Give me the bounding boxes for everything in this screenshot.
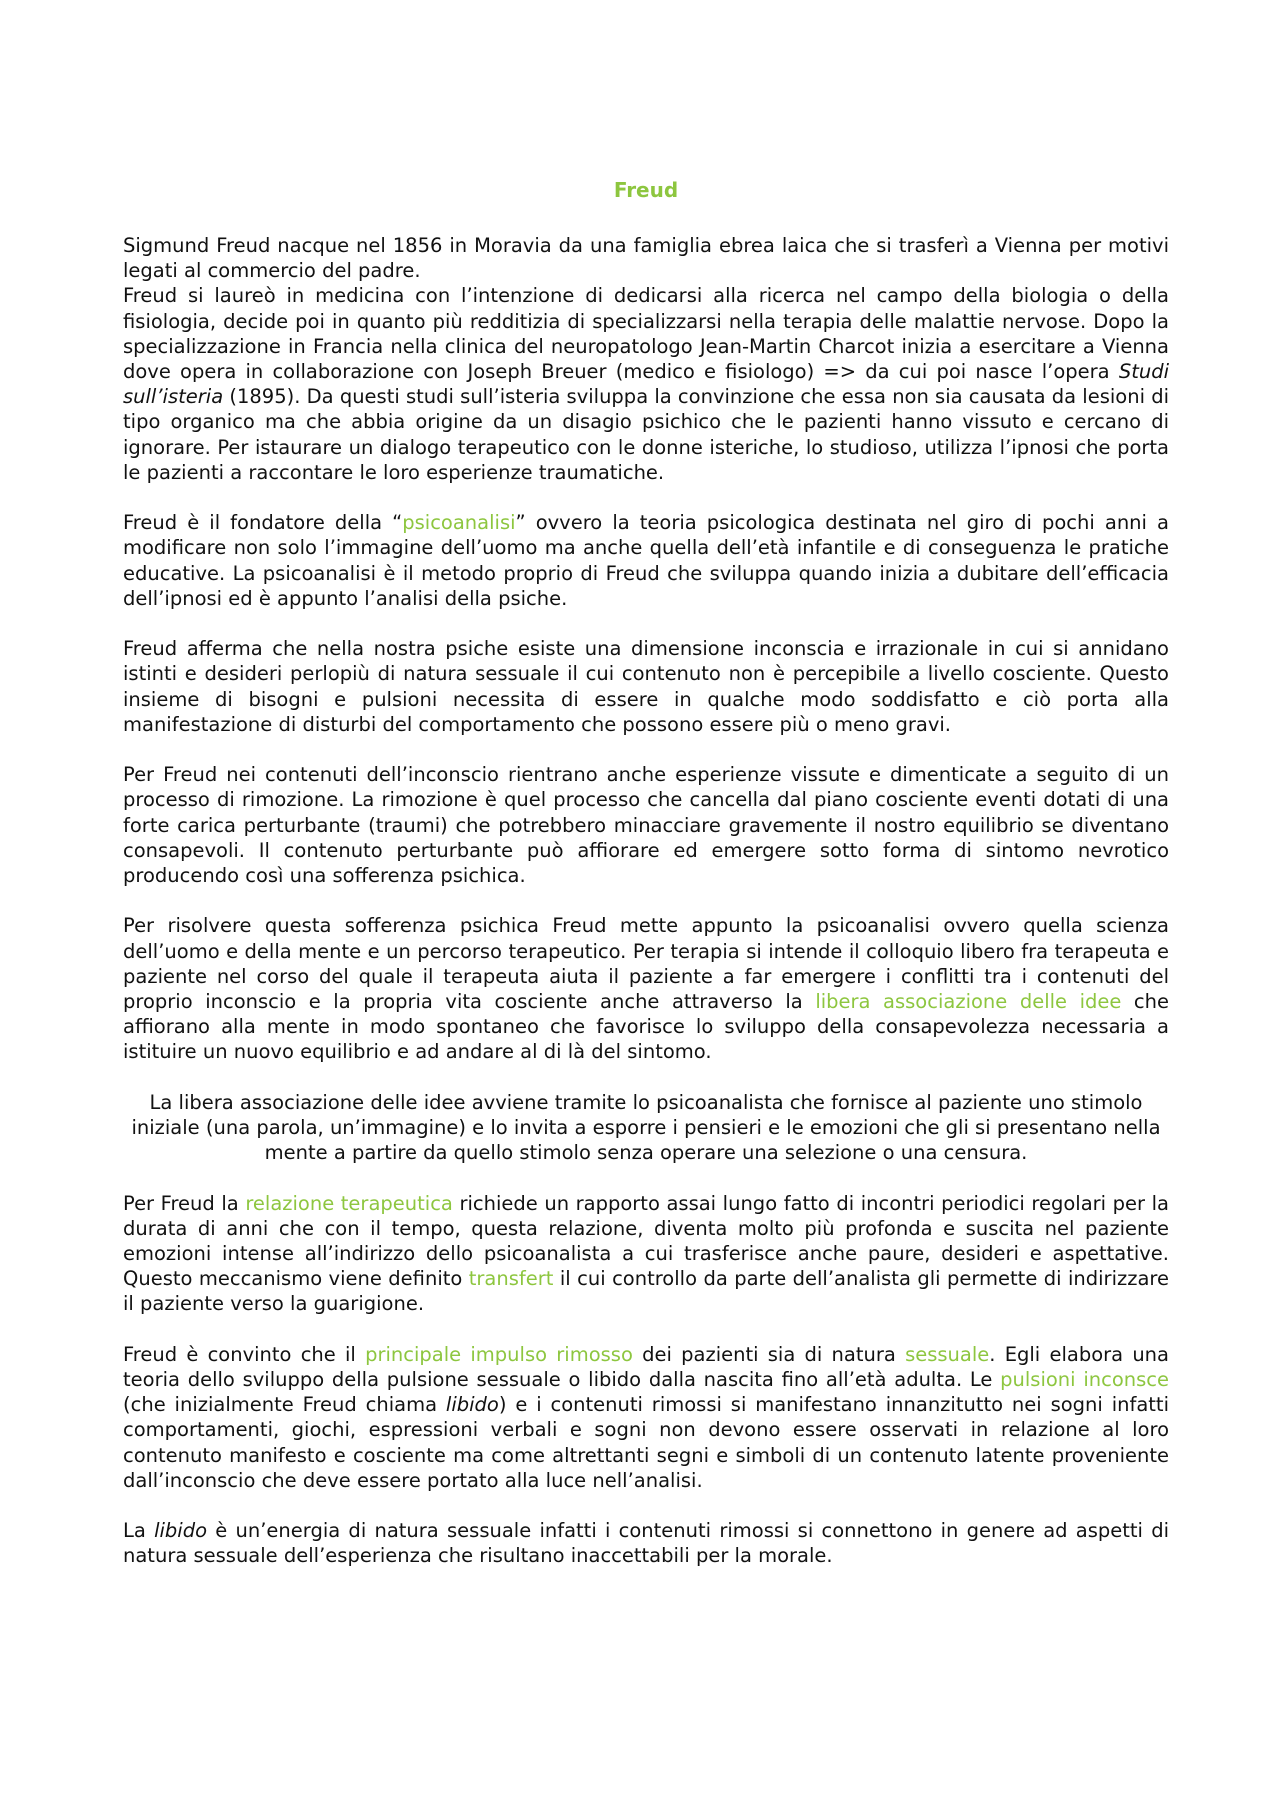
paragraph-text: dei pazienti sia di natura xyxy=(632,1342,906,1366)
paragraph-text: Per Freud nei contenuti dell’inconscio rientrano anche esperienze vissute e dimenticate a seguito di un processo di rimozione. La rimozione è quel processo che cancella dal piano cosciente eventi dotati di una forte carica perturbante (traumi) che potrebbero minacciare gravemente il nostro equilibrio se diventano consapevoli. Il contenuto perturbante può affiorare ed emergere sotto forma di sintomo nevrotico producendo così una sofferenza psichica. xyxy=(123,763,1169,888)
paragraph-impulse xyxy=(123,1342,1169,1493)
paragraph-education xyxy=(123,283,1169,485)
paragraph-text: richiede un rapporto assai lungo fatto di incontri periodici regolari per la durata di anni che con il tempo, questa relazione, diventa molto più profonda e suscita nel paziente emozioni intense all’indirizzo dello psicoanalista a cui trasferisce anche paure, desideri e aspettative. Questo meccanismo viene definito xyxy=(123,1191,1170,1291)
paragraph-text: Per risolvere questa sofferenza psichica Freud mette appunto la psicoanalisi ovvero quella scienza dell’uomo e della mente e un percorso terapeutico. Per terapia si intende il colloquio libero fra terapeuta e paziente nel corso del quale il terapeuta aiuta il paziente a far emergere i conflitti tra i contenuti del proprio inconscio e la propria vita cosciente anche attraverso la xyxy=(123,914,1169,1014)
paragraph-intro xyxy=(123,233,1169,283)
paragraph-text: Freud afferma che nella nostra psiche esiste una dimensione inconscia e irrazionale in cui si annidano istinti e desideri perlopiù di natura sessuale il cui contenuto non è percepibile a livello cosciente. Questo insieme di bisogni e pulsioni necessita di essere in qualche modo soddisfatto e ciò porta alla manifestazione di disturbi del comportamento che possono essere più o meno gravi. xyxy=(123,637,1169,736)
paragraph-libido xyxy=(123,1518,1169,1568)
highlight-term: transfert xyxy=(468,1267,554,1291)
paragraph-therapy xyxy=(123,913,1169,1064)
paragraph-text: La xyxy=(123,1519,155,1543)
paragraph-text: Freud è il fondatore della “ xyxy=(123,511,403,535)
paragraph-text: il cui controllo da parte dell’analista gli permette di indirizzare il paziente verso la guarigione. xyxy=(123,1267,1169,1316)
paragraph-text: . Egli elabora una teoria dello sviluppo della pulsione sessuale o libido dalla nascita fino all’età adulta. Le xyxy=(123,1342,1169,1392)
paragraph-unconscious xyxy=(123,636,1169,737)
paragraph-free-association xyxy=(123,1090,1169,1166)
paragraph-text: Sigmund Freud nacque nel 1856 in Moravia da una famiglia ebrea laica che si trasferì a Vienna per motivi legati al commercio del padre. xyxy=(123,234,1169,283)
paragraph-text: Freud è convinto che il xyxy=(123,1342,366,1366)
paragraph-text: La libera associazione delle idee avviene tramite lo psicoanalista che fornisce al paziente uno stimolo iniziale (una parola, un’immagine) e lo invita a esporre i pensieri e le emozioni che gli si presentano nella mente a partire da quello stimolo senza operare una selezione o una censura. xyxy=(131,1090,1161,1165)
paragraph-text: (1895). Da questi studi sull’isteria sviluppa la convinzione che essa non sia causata da lesioni di tipo organico ma che abbia origine da un disagio psichico che le pazienti hanno vissuto e cercano di ignorare. Per istaurare un dialogo terapeutico con le donne isteriche, lo studioso, utilizza l’ipnosi che porta le pazienti a raccontare le loro esperienze traumatiche. xyxy=(123,385,1169,484)
paragraph-text: Per Freud la xyxy=(123,1191,246,1215)
document-body xyxy=(123,233,1169,1594)
paragraph-text: che affiorano alla mente in modo spontaneo che favorisce lo sviluppo della consapevolezza necessaria a istituire un nuovo equilibrio e ad andare al di là del sintomo. xyxy=(123,990,1170,1064)
paragraph-repression xyxy=(123,762,1169,888)
highlight-term: pulsioni inconsce xyxy=(1000,1368,1169,1392)
highlight-term: libera associazione delle idee xyxy=(815,990,1122,1014)
emphasis-term: libido xyxy=(445,1393,499,1417)
highlight-term: principale impulso rimosso xyxy=(365,1342,633,1366)
paragraph-transference xyxy=(123,1191,1169,1317)
highlight-term: sessuale xyxy=(905,1342,990,1366)
highlight-term: relazione terapeutica xyxy=(245,1191,453,1215)
paragraph-text: è un’energia di natura sessuale infatti i contenuti rimossi si connettono in genere ad aspetti di natura sessuale dell’esperienza che risultano inaccettabili per la morale. xyxy=(123,1519,1170,1568)
paragraph-text: (che inizialmente Freud chiama xyxy=(123,1393,446,1417)
highlight-term: psicoanalisi xyxy=(402,511,516,535)
book-title: Studi sull’isteria xyxy=(123,360,1169,409)
paragraph-text: ” ovvero la teoria psicologica destinata nel giro di pochi anni a modificare non solo l’immagine dell’uomo ma anche quella dell’età infantile e di conseguenza le pratiche educative. La psicoanalisi è il metodo proprio di Freud che sviluppa quando inizia a dubitare dell’efficacia dell’ipnosi ed è appunto l’analisi della psiche. xyxy=(123,511,1169,610)
emphasis-term: libido xyxy=(154,1519,208,1543)
paragraph-text: ) e i contenuti rimossi si manifestano innanzitutto nei sogni infatti comportamenti, giochi, espressioni verbali e sogni non devono essere osservati in relazione al loro contenuto manifesto e cosciente ma come altrettanti segni e simboli di un contenuto latente proveniente dall’inconscio che deve essere portato alla luce nell’analisi. xyxy=(123,1393,1169,1492)
paragraph-text: Freud si laureò in medicina con l’intenzione di dedicarsi alla ricerca nel campo della biologia o della fisiologia, decide poi in quanto più redditizia di specializzarsi nella terapia delle malattie nervose. Dopo la specializzazione in Francia nella clinica del neuropatologo Jean-Martin Charcot inizia a esercitare a Vienna dove opera in collaborazione con Joseph Breuer (medico e fisiologo) => da cui poi nasce l’opera xyxy=(123,284,1169,384)
page-title: Freud xyxy=(613,178,679,202)
paragraph-psychoanalysis xyxy=(123,510,1169,611)
